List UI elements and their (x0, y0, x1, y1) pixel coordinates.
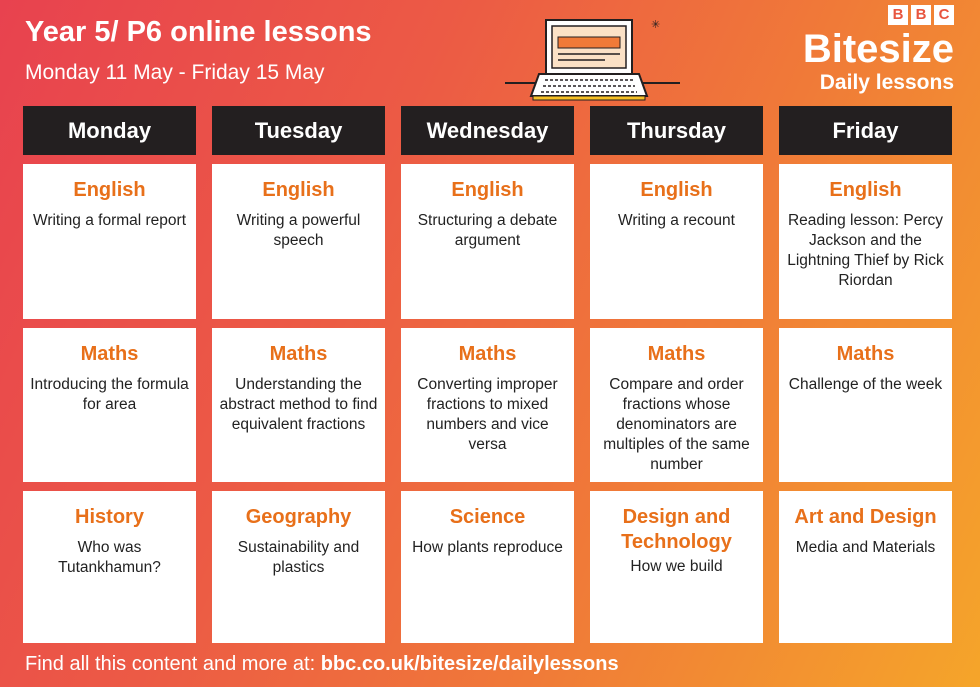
lesson-card (779, 491, 952, 643)
lesson-card (212, 491, 385, 643)
bbc-logo (803, 5, 954, 25)
bbc-letter: B (911, 5, 931, 25)
lesson-subject: Design and Technology (621, 506, 732, 553)
lesson-topic: Challenge of the week (788, 376, 943, 393)
day-header-friday: Friday (779, 106, 952, 155)
lesson-topic: Understanding the abstract method to find equivalent fractions (219, 376, 378, 433)
lesson-subject: English (451, 179, 524, 201)
day-header-wednesday: Wednesday (401, 106, 574, 155)
lesson-topic: How plants reproduce (412, 539, 563, 556)
lesson-topic: Introducing the formula for area (30, 376, 189, 413)
lesson-topic: Writing a powerful speech (236, 212, 361, 249)
brand-tagline: Daily lessons (819, 71, 954, 94)
lesson-card (401, 491, 574, 643)
lesson-topic: Compare and order fractions whose denominators are multiples of the same number (603, 376, 750, 473)
lesson-topic: Sustainability and plastics (237, 539, 360, 576)
page-title: Year 5/ P6 online lessons (25, 16, 372, 48)
lesson-subject: History (75, 506, 144, 528)
lesson-subject: Maths (836, 343, 895, 365)
day-header-monday: Monday (23, 106, 196, 155)
lesson-subject: English (262, 179, 335, 201)
svg-text:✳: ✳ (651, 19, 661, 31)
lesson-topic: Media and Materials (795, 539, 936, 556)
brand-name: Bitesize (802, 27, 954, 71)
lesson-subject: Maths (80, 343, 139, 365)
lesson-topic: Writing a recount (618, 212, 735, 229)
bbc-letter: C (934, 5, 954, 25)
lesson-card (590, 491, 763, 643)
lesson-card (212, 328, 385, 482)
lesson-subject: Maths (269, 343, 328, 365)
lesson-card (23, 328, 196, 482)
day-header-thursday: Thursday (590, 106, 763, 155)
lesson-subject: Maths (647, 343, 706, 365)
page-subtitle: Monday 11 May - Friday 15 May (25, 61, 325, 84)
footer-link[interactable]: bbc.co.uk/bitesize/dailylessons (320, 653, 619, 675)
lesson-topic: Converting improper fractions to mixed numbers and vice versa (417, 376, 558, 453)
footer-text: Find all this content and more at: (25, 653, 321, 675)
bbc-bitesize-logo (803, 5, 954, 95)
lesson-subject: English (829, 179, 902, 201)
lesson-card (401, 164, 574, 319)
laptop-icon (505, 16, 680, 102)
lesson-subject: Art and Design (794, 506, 937, 528)
lesson-card (212, 164, 385, 319)
lesson-subject: English (640, 179, 713, 201)
lesson-card (779, 328, 952, 482)
lesson-row-english (23, 164, 956, 319)
lesson-card (23, 164, 196, 319)
lesson-card (23, 491, 196, 643)
lesson-topic: Writing a formal report (32, 212, 187, 229)
lesson-topic: Structuring a debate argument (417, 212, 558, 249)
lesson-subject: English (73, 179, 146, 201)
bbc-letter: B (888, 5, 908, 25)
lesson-topic: Who was Tutankhamun? (58, 539, 161, 576)
timetable (23, 106, 956, 643)
lesson-row-maths (23, 328, 956, 482)
lesson-card (590, 328, 763, 482)
footer (25, 653, 619, 676)
lesson-topic: Reading lesson: Percy Jackson and the Lightning Thief by Rick Riordan (787, 212, 944, 289)
lesson-subject: Geography (245, 506, 352, 528)
lesson-card (779, 164, 952, 319)
day-header-tuesday: Tuesday (212, 106, 385, 155)
day-header-row (23, 106, 956, 155)
lesson-card (401, 328, 574, 482)
lesson-topic: How we build (630, 558, 723, 575)
lesson-subject: Science (449, 506, 526, 528)
lesson-subject: Maths (458, 343, 517, 365)
lesson-card (590, 164, 763, 319)
lesson-row-foundation (23, 491, 956, 643)
